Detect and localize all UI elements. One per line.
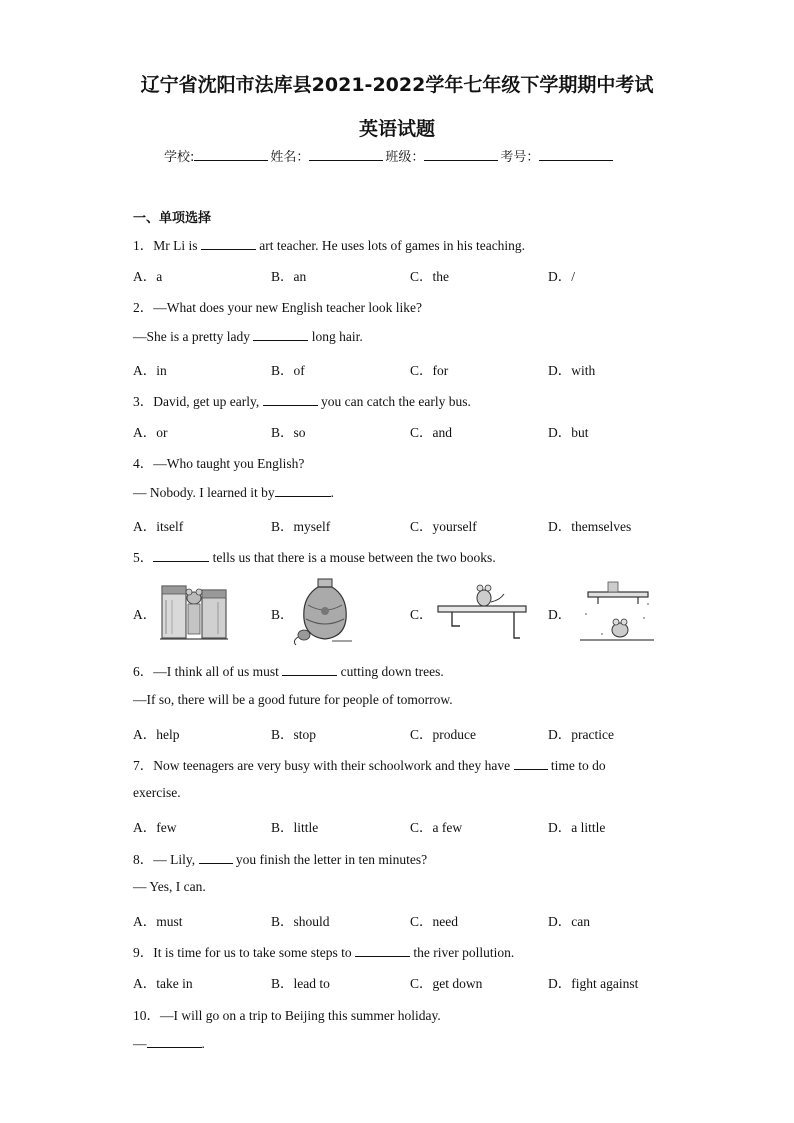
- question-7-line-2: exercise.: [133, 785, 181, 800]
- question-text: you finish the letter in ten minutes?: [232, 852, 428, 867]
- question-text: It is time for us to take some steps to: [153, 945, 355, 960]
- option-c[interactable]: C．produce: [410, 727, 476, 742]
- question-text: you can catch the early bus.: [317, 394, 471, 409]
- option-b[interactable]: B．myself: [271, 519, 331, 534]
- question-number: 1．: [133, 238, 154, 253]
- question-text: Mr Li is: [153, 238, 201, 253]
- number-label: 考号：: [500, 150, 540, 165]
- option-a[interactable]: A．few: [133, 820, 177, 835]
- name-blank[interactable]: [309, 148, 383, 161]
- question-1: [133, 234, 525, 254]
- question-6: [133, 660, 444, 680]
- question-4-line-2: [133, 484, 334, 501]
- option-b[interactable]: B．should: [271, 914, 330, 929]
- question-text: the river pollution.: [409, 945, 515, 960]
- question-number: 6．: [133, 664, 154, 679]
- answer-blank[interactable]: [355, 944, 410, 957]
- answer-blank[interactable]: [275, 484, 331, 497]
- question-text: .: [330, 485, 334, 500]
- option-d[interactable]: D．fight against: [548, 976, 639, 991]
- exam-subtitle: 英语试题: [358, 118, 435, 140]
- option-a[interactable]: A．in: [133, 363, 167, 378]
- question-text: —I will go on a trip to Beijing this summer holiday.: [160, 1008, 441, 1023]
- question-8-line-2: — Yes, I can.: [133, 879, 206, 894]
- option-a[interactable]: A．must: [133, 914, 183, 929]
- option-c[interactable]: C．the: [410, 269, 449, 284]
- number-blank[interactable]: [539, 148, 613, 161]
- question-3: [133, 390, 471, 410]
- question-text: —: [133, 1036, 147, 1051]
- question-text: —Who taught you English?: [153, 456, 305, 471]
- option-d[interactable]: D．with: [548, 363, 596, 378]
- option-b[interactable]: B．so: [271, 425, 306, 440]
- question-number: 3．: [133, 394, 154, 409]
- shelf-mouse-picture[interactable]: [434, 578, 530, 642]
- option-c[interactable]: C．need: [410, 914, 458, 929]
- question-7: [133, 754, 606, 774]
- option-b[interactable]: B．lead to: [271, 976, 330, 991]
- question-text: — Lily,: [153, 852, 199, 867]
- answer-blank[interactable]: [514, 757, 548, 770]
- option-c[interactable]: C．get down: [410, 976, 483, 991]
- option-d[interactable]: D．practice: [548, 727, 614, 742]
- option-b[interactable]: B．of: [271, 363, 305, 378]
- vase-mouse-picture[interactable]: [292, 575, 360, 647]
- question-text: —I think all of us must: [153, 664, 283, 679]
- option-d[interactable]: D．can: [548, 914, 590, 929]
- question-text: — Nobody. I learned it by: [133, 485, 275, 500]
- answer-blank[interactable]: [253, 328, 308, 341]
- option-c[interactable]: C．for: [410, 363, 449, 378]
- question-4: [133, 452, 304, 472]
- question-9: [133, 941, 514, 961]
- question-text: time to do: [547, 758, 606, 773]
- question-text: tells us that there is a mouse between the two books.: [209, 550, 496, 565]
- name-label: 姓名：: [270, 150, 310, 165]
- question-10-line-2: [133, 1035, 205, 1052]
- class-blank[interactable]: [424, 148, 498, 161]
- school-blank[interactable]: [194, 148, 268, 161]
- option-a[interactable]: A．help: [133, 727, 180, 742]
- option-b[interactable]: B．little: [271, 820, 319, 835]
- class-label: 班级：: [385, 150, 425, 165]
- option-b[interactable]: B．: [271, 607, 294, 622]
- school-label: 学校:: [164, 150, 195, 165]
- question-text: —She is a pretty lady: [133, 329, 254, 344]
- option-b[interactable]: B．stop: [271, 727, 317, 742]
- question-number: 2．: [133, 300, 154, 315]
- answer-blank[interactable]: [282, 663, 337, 676]
- question-number: 4．: [133, 456, 154, 471]
- question-2-line-2: [133, 328, 363, 345]
- question-number: 10．: [133, 1008, 160, 1023]
- question-10: [133, 1004, 441, 1024]
- answer-blank[interactable]: [199, 851, 233, 864]
- question-8: [133, 848, 427, 868]
- answer-blank[interactable]: [153, 549, 209, 562]
- under-shelf-mouse-picture[interactable]: [578, 574, 656, 648]
- option-d[interactable]: D．/: [548, 269, 575, 284]
- option-c[interactable]: C．yourself: [410, 519, 477, 534]
- question-6-line-2: —If so, there will be a good future for people of tomorrow.: [133, 692, 453, 707]
- option-c[interactable]: C．: [410, 607, 433, 622]
- answer-blank[interactable]: [201, 237, 256, 250]
- question-text: .: [201, 1036, 205, 1051]
- option-a[interactable]: A．: [133, 607, 157, 622]
- exam-title: 辽宁省沈阳市法库县2021-2022学年七年级下学期期中考试: [140, 74, 654, 96]
- option-b[interactable]: B．an: [271, 269, 307, 284]
- question-2: [133, 296, 422, 316]
- question-number: 7．: [133, 758, 154, 773]
- option-d[interactable]: D．themselves: [548, 519, 632, 534]
- option-d[interactable]: D．: [548, 607, 572, 622]
- question-text: art teacher. He uses lots of games in his teaching.: [255, 238, 526, 253]
- option-d[interactable]: D．but: [548, 425, 589, 440]
- option-a[interactable]: A．take in: [133, 976, 193, 991]
- option-c[interactable]: C．and: [410, 425, 452, 440]
- books-mouse-picture[interactable]: [158, 576, 230, 644]
- question-number: 9．: [133, 945, 154, 960]
- option-a[interactable]: A．or: [133, 425, 168, 440]
- question-text: David, get up early,: [153, 394, 263, 409]
- answer-blank[interactable]: [147, 1035, 202, 1048]
- option-c[interactable]: C．a few: [410, 820, 463, 835]
- answer-blank[interactable]: [263, 393, 318, 406]
- student-info: [164, 146, 615, 165]
- question-text: Now teenagers are very busy with their schoolwork and they have: [153, 758, 514, 773]
- question-text: —What does your new English teacher look like?: [153, 300, 423, 315]
- question-number: 8．: [133, 852, 154, 867]
- section-heading: 一、单项选择: [133, 211, 212, 226]
- option-a[interactable]: A．a: [133, 269, 163, 284]
- question-5: [133, 546, 496, 566]
- option-a[interactable]: A．itself: [133, 519, 184, 534]
- question-text: cutting down trees.: [337, 664, 444, 679]
- question-text: long hair.: [308, 329, 363, 344]
- question-number: 5．: [133, 550, 154, 565]
- option-d[interactable]: D．a little: [548, 820, 606, 835]
